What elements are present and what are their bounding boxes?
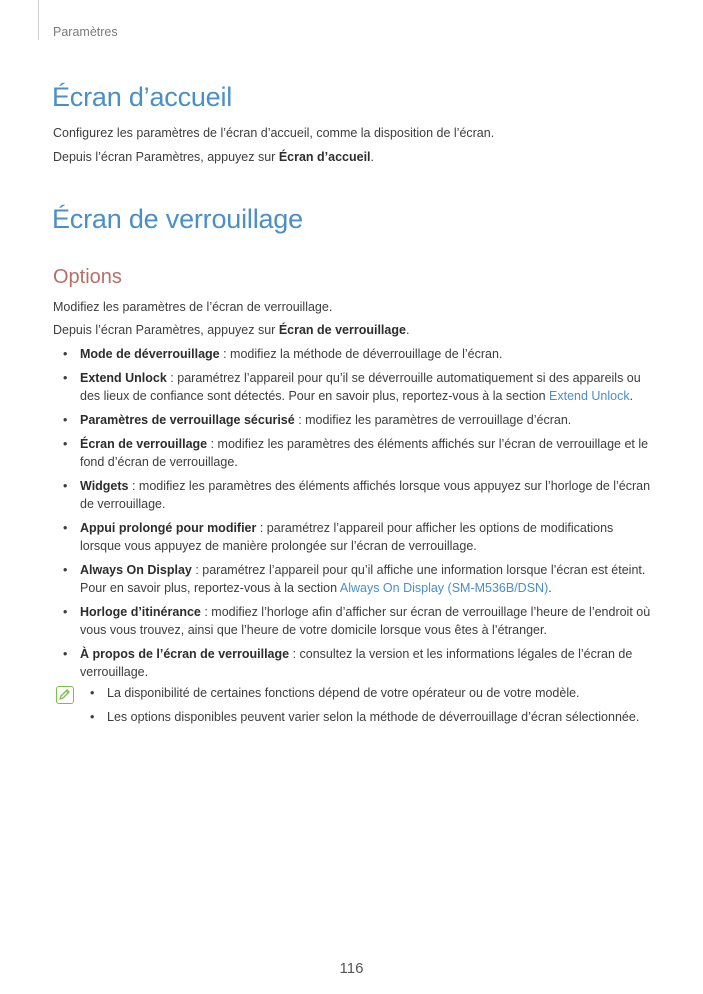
home-screen-path-target: Écran d’accueil (278, 150, 371, 164)
page-number: 116 (339, 960, 364, 977)
home-screen-title: Écran d’accueil (52, 82, 233, 112)
pencil-icon (58, 688, 71, 701)
options-heading: Options (53, 266, 122, 288)
list-item: • Écran de verrouillage : modifiez les paramètres des éléments affichés sur l’écran de verrouillage et le fond d’écran de verrouillage. (53, 435, 653, 471)
list-item: • Mode de déverrouillage : modifiez la méthode de déverrouillage de l’écran. (53, 345, 653, 363)
list-item: • Horloge d’itinérance : modifiez l’horloge afin d’afficher sur écran de verrouillage l’heure de l’endroit où vous vous trouvez, ainsi que l’heure de votre domicile lorsque vous êtes à l’étranger. (53, 603, 653, 639)
list-item: • Always On Display : paramétrez l’appareil pour qu’il affiche une information lorsque l’écran est éteint. Pour en savoir plus, reportez-vous à la section Always On Display (SM-M536B/DSN). (53, 561, 653, 597)
list-item: • Appui prolongé pour modifier : paramétrez l’appareil pour afficher les options de modifications lorsque vous appuyez de manière prolongée sur l’écran de verrouillage. (53, 519, 653, 555)
note-pencil-icon (56, 686, 74, 704)
lock-options-list (53, 345, 653, 687)
list-item: • Widgets : modifiez les paramètres des éléments affichés lorsque vous appuyez sur l’horloge de l’écran de verrouillage. (53, 477, 653, 513)
always-on-display-link[interactable]: Always On Display (SM-M536B/DSN) (339, 581, 549, 595)
home-screen-path: Depuis l’écran Paramètres, appuyez sur Écran d’accueil. (53, 150, 375, 164)
extend-unlock-link[interactable]: Extend Unlock (549, 389, 630, 403)
list-item: • La disponibilité de certaines fonctions dépend de votre opérateur ou de votre modèle. (80, 684, 660, 702)
lock-screen-title: Écran de verrouillage (52, 204, 303, 234)
running-header: Paramètres (53, 25, 118, 39)
notes-list (80, 684, 660, 732)
home-screen-description: Configurez les paramètres de l’écran d’accueil, comme la disposition de l’écran. (53, 126, 495, 140)
list-item: • Les options disponibles peuvent varier selon la méthode de déverrouillage d’écran sélectionnée. (80, 708, 660, 726)
list-item: • À propos de l’écran de verrouillage : consultez la version et les informations légales de l’écran de verrouillage. (53, 645, 653, 681)
header-divider (38, 0, 39, 40)
list-item: • Paramètres de verrouillage sécurisé : modifiez les paramètres de verrouillage d’écran. (53, 411, 653, 429)
lock-screen-path-target: Écran de verrouillage (278, 323, 406, 337)
list-item: • Extend Unlock : paramétrez l’appareil pour qu’il se déverrouille automatiquement si des appareils ou des lieux de confiance sont détectés. Pour en savoir plus, reportez-vous à la section Extend Unlock. (53, 369, 653, 405)
lock-screen-description: Modifiez les paramètres de l’écran de verrouillage. (53, 300, 333, 314)
lock-screen-path: Depuis l’écran Paramètres, appuyez sur Écran de verrouillage. (53, 323, 410, 337)
